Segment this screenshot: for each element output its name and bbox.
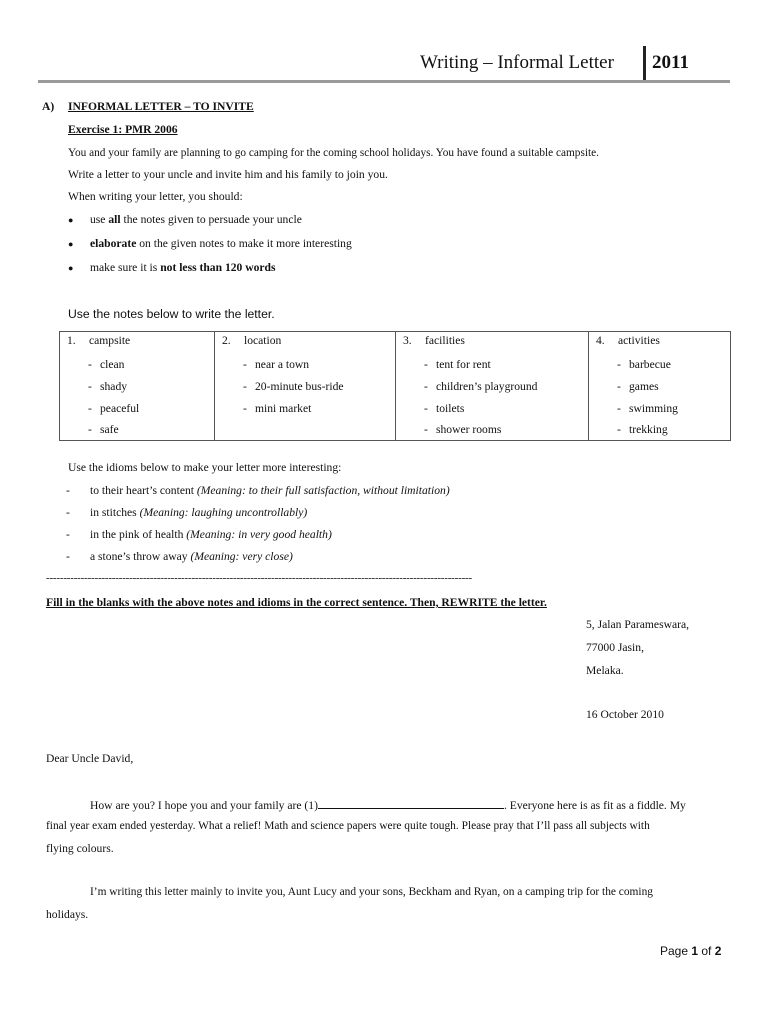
bullet-item: ● elaborate on the given notes to make it more interesting	[68, 237, 352, 250]
note-item: - peaceful	[88, 402, 140, 415]
intro-text-3: When writing your letter, you should:	[68, 190, 243, 203]
header-rule	[38, 80, 730, 83]
note-item: - barbecue	[617, 358, 671, 371]
notes-table	[59, 331, 731, 441]
intro-text-2: Write a letter to your uncle and invite him and his family to join you.	[68, 168, 388, 181]
bullet-item: ● use all the notes given to persuade your uncle	[68, 213, 302, 226]
document-year: 2011	[652, 52, 689, 73]
address-line: Melaka.	[586, 664, 624, 677]
bullet-icon: ●	[68, 239, 74, 249]
paragraph-1-line-2: final year exam ended yesterday. What a relief! Math and science papers were quite tough. Please pray that I’ll pass all subjects with	[46, 820, 650, 832]
note-item: - shower rooms	[424, 423, 502, 436]
paragraph-2-line-1: I’m writing this letter mainly to invite you, Aunt Lucy and your sons, Beckham and Ryan, on a camping trip for the coming	[90, 886, 653, 898]
paragraph-2-line-2: holidays.	[46, 908, 89, 921]
letter-date: 16 October 2010	[586, 708, 664, 721]
address-line: 5, Jalan Parameswara,	[586, 618, 690, 631]
note-item: - near a town	[243, 358, 310, 371]
note-item: - children’s playground	[424, 380, 538, 393]
note-item: - clean	[88, 358, 125, 371]
blank-1[interactable]	[318, 797, 504, 809]
note-item: - mini market	[243, 402, 312, 415]
column-header: 2. location	[222, 334, 282, 347]
header-divider	[643, 46, 646, 82]
note-item: - toilets	[424, 402, 465, 415]
note-item: - tent for rent	[424, 358, 491, 371]
notes-heading: Use the notes below to write the letter.	[68, 307, 275, 321]
bullet-icon: ●	[68, 263, 74, 273]
notes-column-campsite	[60, 332, 215, 441]
idiom-item: - a stone’s throw away (Meaning: very close)	[66, 550, 293, 563]
separator-line: ---------------------------------------------------------------------------------------------------------------------------	[46, 572, 472, 584]
instruction-text: Fill in the blanks with the above notes and idioms in the correct sentence. Then, REWRITE the letter.	[46, 596, 547, 609]
note-item: - 20-minute bus-ride	[243, 380, 344, 393]
idiom-item: - to their heart’s content (Meaning: to their full satisfaction, without limitation)	[66, 484, 450, 497]
salutation: Dear Uncle David,	[46, 752, 134, 765]
note-item: - games	[617, 380, 659, 393]
address-line: 77000 Jasin,	[586, 641, 644, 654]
column-header: 1. campsite	[67, 334, 131, 347]
column-header: 4. activities	[596, 334, 660, 347]
document-title: Writing – Informal Letter	[420, 52, 614, 73]
bullet-item: ● make sure it is not less than 120 words	[68, 261, 276, 274]
paragraph-1-line-3: flying colours.	[46, 842, 114, 855]
exercise-title: Exercise 1: PMR 2006	[68, 123, 178, 136]
idioms-heading: Use the idioms below to make your letter more interesting:	[68, 461, 342, 474]
idiom-item: - in stitches (Meaning: laughing uncontrollably)	[66, 506, 308, 519]
note-item: - safe	[88, 423, 119, 436]
notes-column-location	[215, 332, 396, 441]
section-heading: INFORMAL LETTER – TO INVITE	[68, 100, 254, 113]
notes-column-activities	[589, 332, 731, 441]
note-item: - trekking	[617, 423, 668, 436]
notes-column-facilities	[396, 332, 589, 441]
page-number: Page 1 of 2	[660, 944, 722, 958]
idiom-item: - in the pink of health (Meaning: in very good health)	[66, 528, 332, 541]
section-label: A)	[42, 100, 55, 113]
paragraph-1-line-1: How are you? I hope you and your family are (1) . Everyone here is as fit as a fiddle. My	[90, 799, 686, 812]
note-item: - swimming	[617, 402, 678, 415]
note-item: - shady	[88, 380, 128, 393]
bullet-icon: ●	[68, 215, 74, 225]
column-header: 3. facilities	[403, 334, 465, 347]
intro-text-1: You and your family are planning to go camping for the coming school holidays. You have found a suitable campsite.	[68, 147, 599, 159]
